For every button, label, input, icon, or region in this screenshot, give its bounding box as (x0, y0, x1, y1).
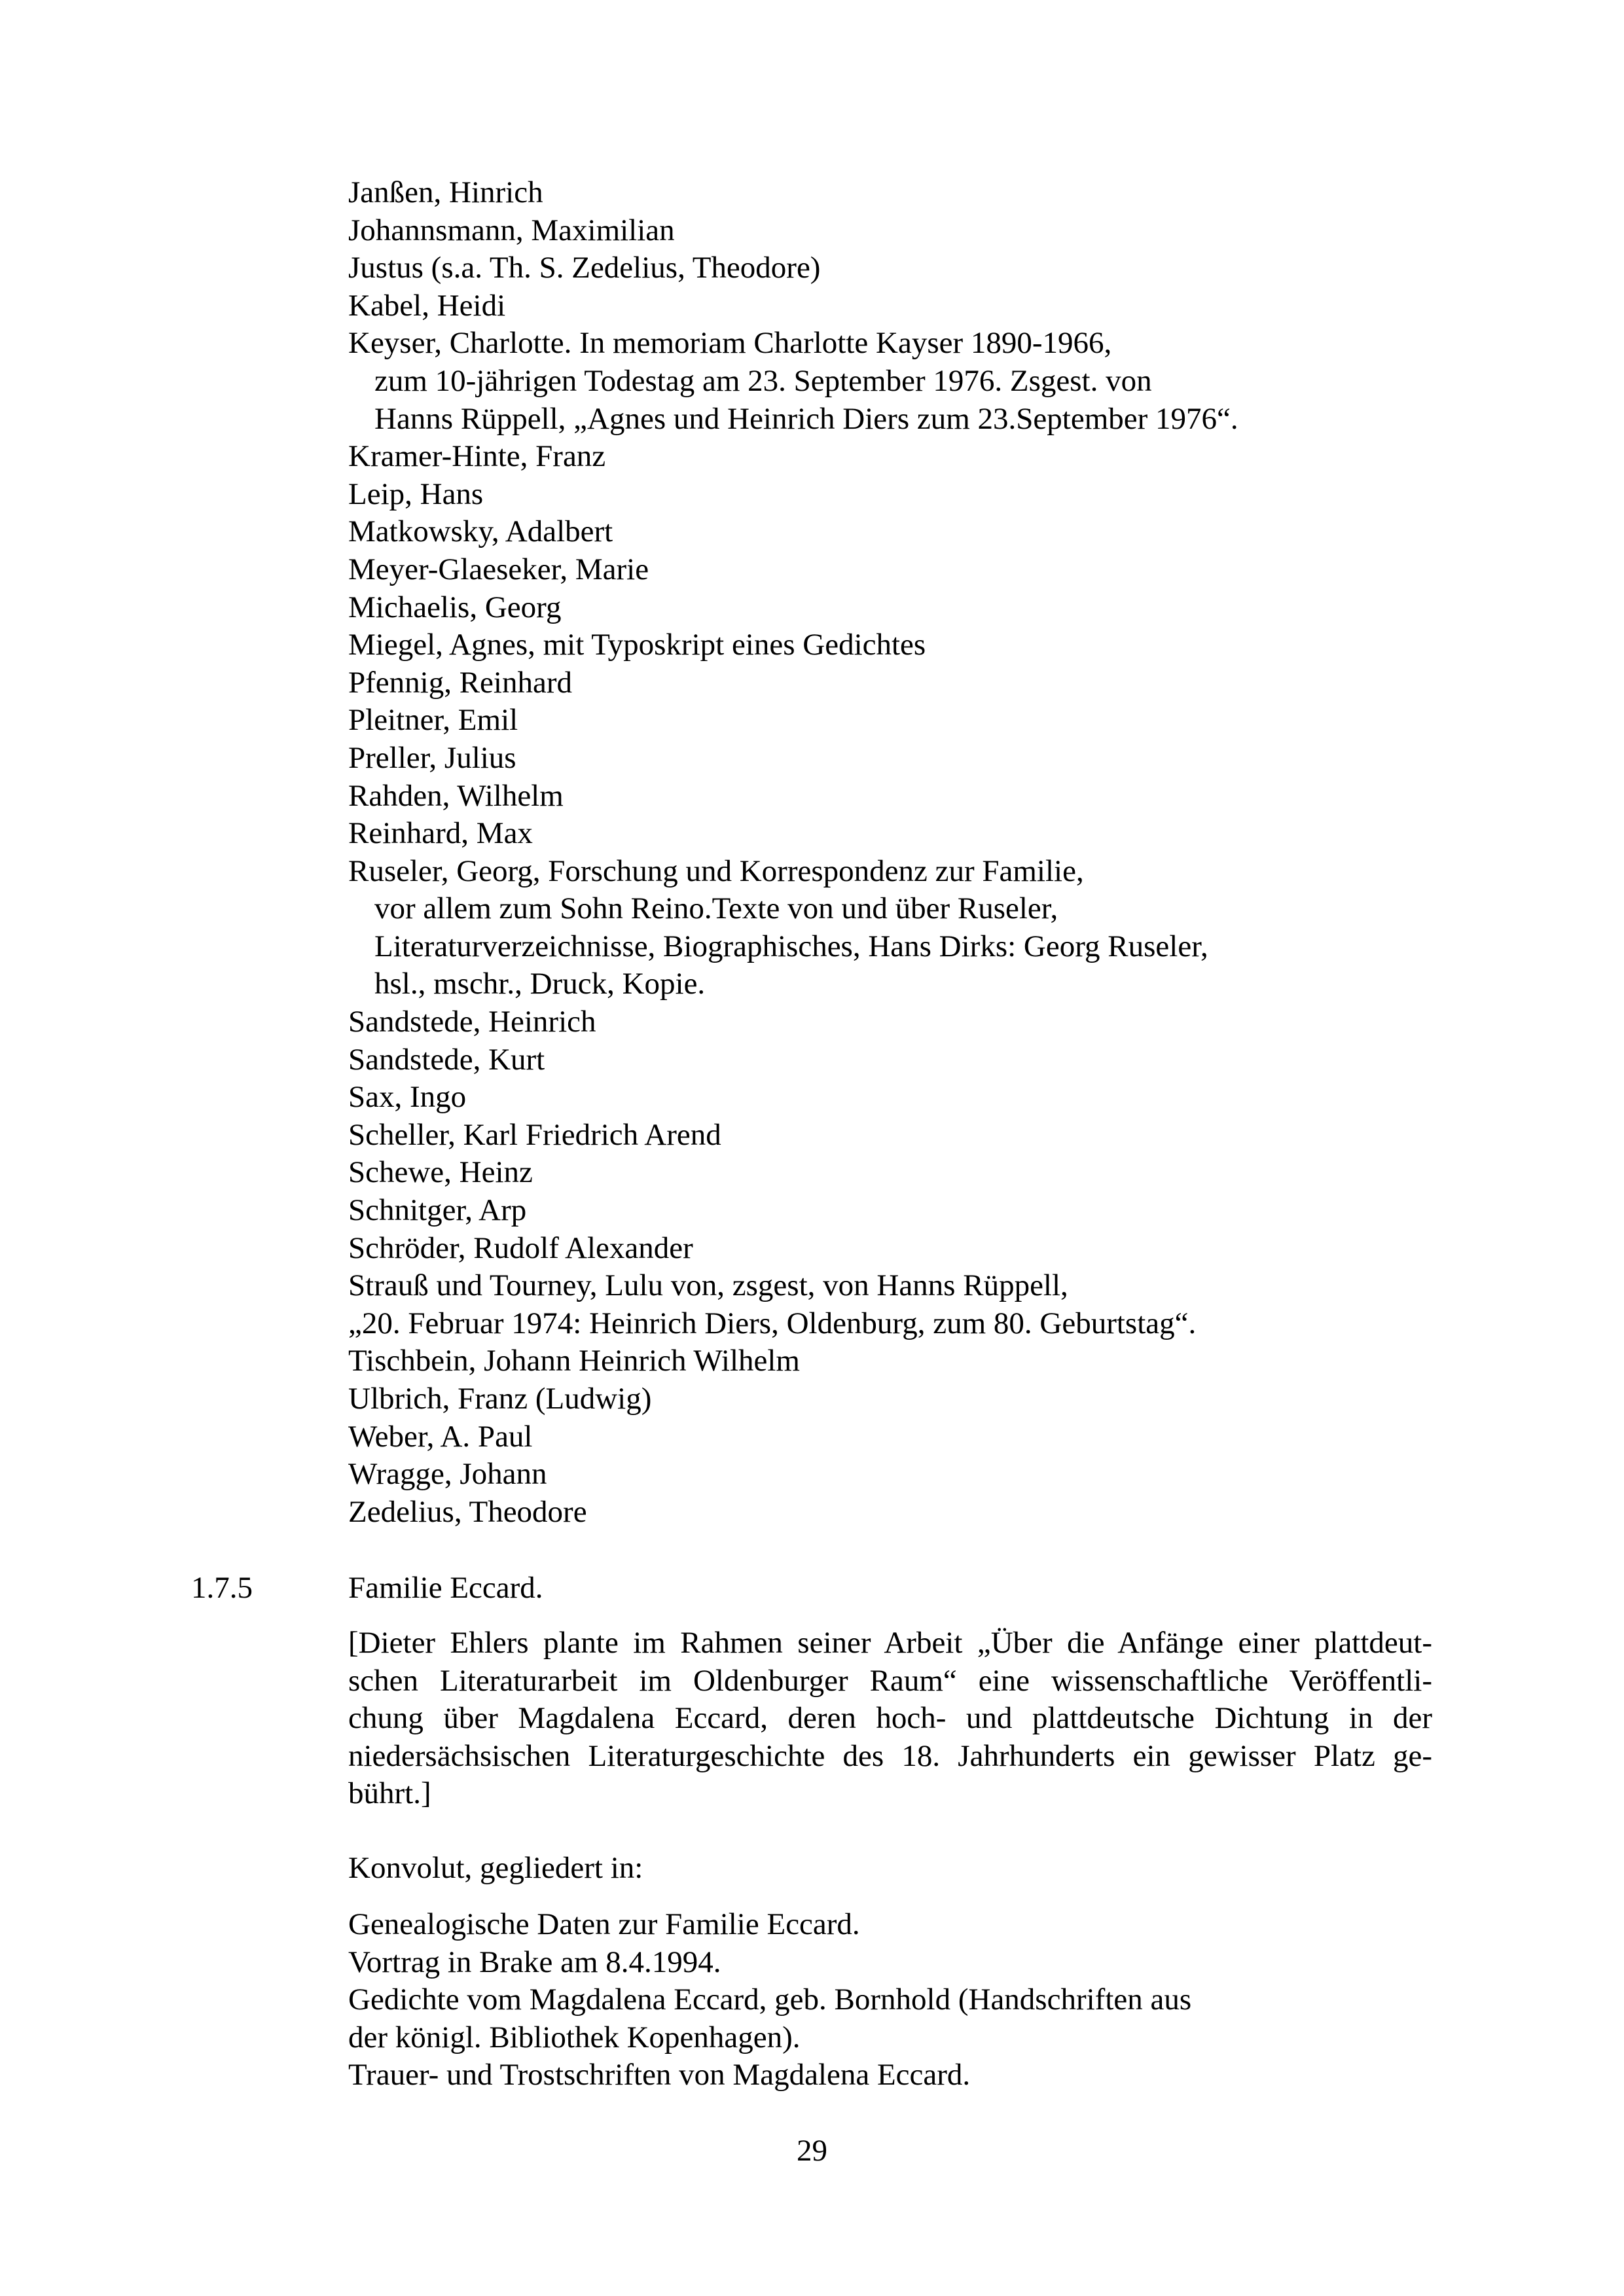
name-entry: Sax, Ingo (348, 1080, 467, 1115)
name-entry: Tischbein, Johann Heinrich Wilhelm (348, 1344, 800, 1378)
name-entry: Leip, Hans (348, 476, 484, 511)
name-entry: Janßen, Hinrich (348, 175, 543, 209)
name-entry-continuation: vor allem zum Sohn Reino.Texte von und über Ruseler, (374, 891, 1058, 926)
name-entry: Rahden, Wilhelm (348, 778, 564, 813)
name-entry: „20. Februar 1974: Heinrich Diers, Oldenburg, zum 80. Geburtstag“. (348, 1306, 1197, 1340)
page-number: 29 (797, 2134, 827, 2168)
note-line: niedersächsischen Literaturgeschichte des 18. Jahrhunderts ein gewisser Platz ge- (348, 1738, 1432, 1773)
name-list (348, 174, 1461, 1531)
konvolut-heading: Konvolut, gegliedert in: (348, 1851, 643, 1885)
note-line: schen Literaturarbeit im Oldenburger Raum“ eine wissenschaftliche Veröffentli- (348, 1663, 1432, 1698)
name-entry: Meyer-Glaeseker, Marie (348, 552, 649, 586)
name-entry: Sandstede, Heinrich (348, 1005, 596, 1039)
name-entry-continuation: Hanns Rüppell, „Agnes und Heinrich Diers zum 23.September 1976“. (374, 401, 1238, 436)
name-entry: Sandstede, Kurt (348, 1042, 545, 1077)
name-entry: Strauß und Tourney, Lulu von, zsgest, von Hanns Rüppell, (348, 1268, 1068, 1303)
section-title: Familie Eccard. (348, 1571, 543, 1605)
name-entry: Michaelis, Georg (348, 590, 562, 624)
name-entry: Reinhard, Max (348, 816, 533, 851)
contents-list (348, 1906, 1461, 2094)
name-entry: Ulbrich, Franz (Ludwig) (348, 1382, 652, 1416)
name-entry: Kramer-Hinte, Franz (348, 439, 606, 474)
name-entry-continuation: hsl., mschr., Druck, Kopie. (374, 967, 706, 1001)
contents-item: Trauer- und Trostschriften von Magdalena Eccard. (348, 2058, 971, 2092)
section-number: 1.7.5 (191, 1571, 253, 1605)
name-entry: Keyser, Charlotte. In memoriam Charlotte Kayser 1890-1966, (348, 326, 1112, 361)
editorial-note (348, 1624, 1432, 1813)
note-line: chung über Magdalena Eccard, deren hoch- und plattdeutsche Dichtung in der (348, 1701, 1432, 1736)
name-entry: Schröder, Rudolf Alexander (348, 1230, 693, 1265)
contents-item: Gedichte vom Magdalena Eccard, geb. Bornhold (Handschriften aus (348, 1982, 1192, 2017)
name-entry: Wragge, Johann (348, 1457, 547, 1492)
contents-item: Genealogische Daten zur Familie Eccard. (348, 1907, 860, 1941)
name-entry: Pleitner, Emil (348, 703, 518, 738)
name-entry: Pfennig, Reinhard (348, 665, 572, 700)
name-entry: Matkowsky, Adalbert (348, 514, 613, 549)
name-entry: Preller, Julius (348, 740, 516, 775)
name-entry: Scheller, Karl Friedrich Arend (348, 1117, 721, 1152)
name-entry: Weber, A. Paul (348, 1419, 533, 1454)
name-entry-continuation: zum 10-jährigen Todestag am 23. September 1976. Zsgest. von (374, 363, 1152, 398)
name-entry: Miegel, Agnes, mit Typoskript eines Gedichtes (348, 628, 926, 662)
name-entry: Schnitger, Arp (348, 1193, 527, 1228)
name-entry: Ruseler, Georg, Forschung und Korrespondenz zur Familie, (348, 853, 1084, 888)
name-entry: Johannsmann, Maximilian (348, 213, 675, 247)
name-entry-continuation: Literaturverzeichnisse, Biographisches, Hans Dirks: Georg Ruseler, (374, 929, 1208, 963)
contents-item: der königl. Bibliothek Kopenhagen). (348, 2020, 801, 2054)
note-line: [Dieter Ehlers plante im Rahmen seiner Arbeit „Über die Anfänge einer plattdeut- (348, 1626, 1432, 1660)
name-entry: Schewe, Heinz (348, 1155, 533, 1190)
contents-item: Vortrag in Brake am 8.4.1994. (348, 1945, 721, 1979)
name-entry: Kabel, Heidi (348, 288, 506, 323)
name-entry: Justus (s.a. Th. S. Zedelius, Theodore) (348, 251, 821, 285)
note-line: bührt.] (348, 1776, 431, 1811)
name-entry: Zedelius, Theodore (348, 1494, 587, 1529)
